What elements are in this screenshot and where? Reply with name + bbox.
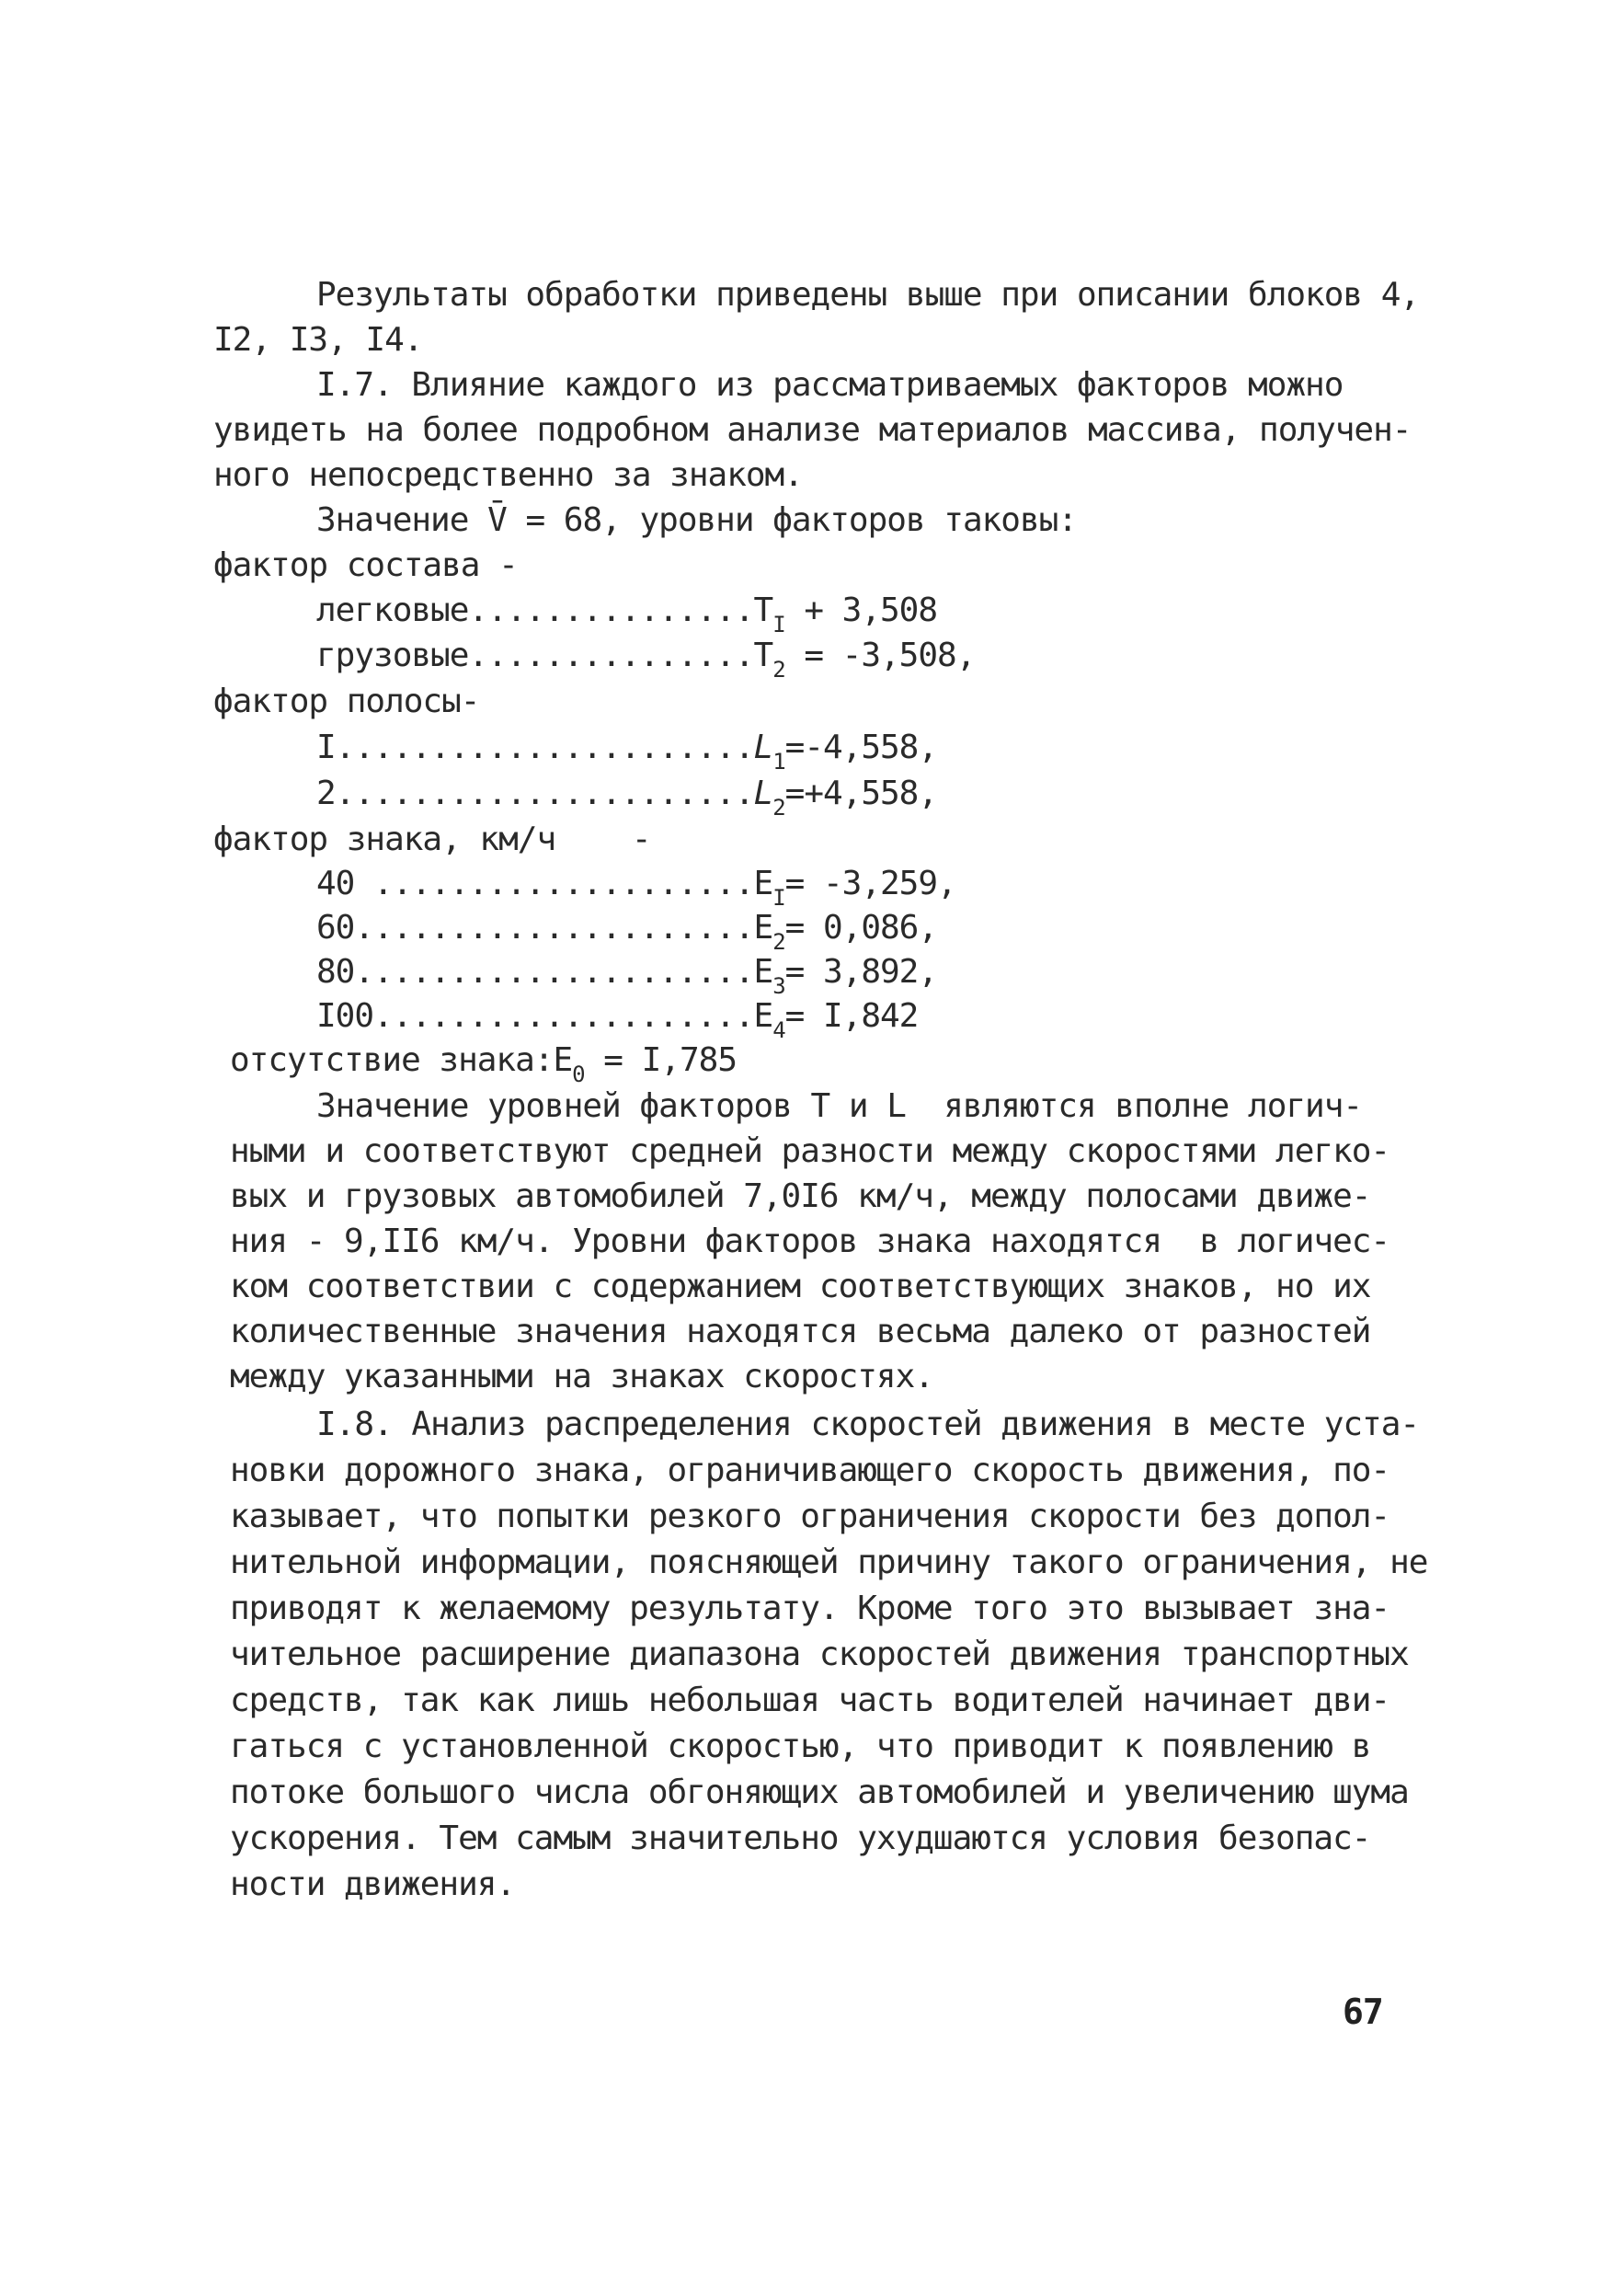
- section-heading: I.7. Влияние каждого из рассматриваемых факторов можно: [316, 366, 1344, 404]
- factor-row: $80.....................E_3= 3,892$,: [316, 953, 938, 999]
- paragraph-line: ными и соответствуют средней разности между скоростями легко-: [230, 1132, 1390, 1170]
- factor-row: $I00....................E_4= I,842$: [316, 997, 919, 1043]
- factor-row: $легковые...............T_I + 3,508$: [316, 591, 938, 637]
- factor-row: отсутствие $знака:E_0 = I,785$: [230, 1041, 737, 1087]
- paragraph-line: количественные значения находятся весьма далеко от разностей: [230, 1313, 1371, 1350]
- paragraph-line: ности движения.: [230, 1866, 516, 1903]
- factor-heading: фактор состава -: [213, 546, 518, 584]
- paragraph-line: ускорения. Тем самым значительно ухудшаются условия безопас-: [230, 1820, 1371, 1857]
- factor-row: $60.....................E_2= 0,086$,: [316, 909, 938, 955]
- mean-value-line: Значение V̄ = 68, уровни факторов таковы:: [316, 501, 1077, 539]
- mean-symbol: V̄: [487, 501, 507, 539]
- paragraph-line: чительное расширение диапазона скоростей движения транспортных: [230, 1636, 1409, 1673]
- factor-row: 40 $....................E_I= -3,259$,: [316, 865, 956, 911]
- paragraph-line: казывает, что попытки резкого ограничения скорости без допол-: [230, 1498, 1390, 1535]
- paragraph-line: вых и грузовых автомобилей 7,0I6 км/ч, между полосами движе-: [230, 1177, 1371, 1215]
- paragraph-line: ния - 9,II6 км/ч. Уровни факторов знака находятся в логичес-: [230, 1223, 1390, 1260]
- text-line: увидеть на более подробном анализе материалов массива, получен-: [213, 411, 1412, 449]
- paragraph-line: между указанными на знаках скоростях.: [230, 1358, 933, 1395]
- paragraph-line: нительной информации, поясняющей причину такого ограничения, не: [230, 1544, 1428, 1581]
- paragraph-line: приводят к желаемому результату. Кроме того это вызывает зна-: [230, 1590, 1390, 1627]
- factor-heading: фактор полосы-: [213, 683, 480, 720]
- factor-row: $грузовые...............T_2 = -3,508$,: [316, 637, 976, 683]
- factor-row: $2......................L_2=+4,558$,: [316, 775, 938, 821]
- section-heading: I.8. Анализ распределения скоростей движения в месте уста-: [316, 1406, 1420, 1443]
- factor-row: $I......................L_1=-4,558$,: [316, 729, 938, 775]
- paragraph-line: ком соответствии с содержанием соответствующих знаков, но их: [230, 1268, 1371, 1305]
- factor-heading: фактор знака, км/ч -: [213, 821, 651, 858]
- paragraph-line: потоке большого числа обгоняющих автомобилей и увеличению шума: [230, 1774, 1409, 1811]
- text-line: I2, I3, I4.: [213, 321, 423, 359]
- paragraph-line: гаться с установленной скоростью, что приводит к появлению в: [230, 1728, 1371, 1765]
- page-number: 67: [1343, 1992, 1383, 2032]
- paragraph-line: новки дорожного знака, ограничивающего скорость движения, по-: [230, 1452, 1390, 1489]
- paragraph-line: средств, так как лишь небольшая часть водителей начинает дви-: [230, 1682, 1390, 1719]
- text-line: ного непосредственно за знаком.: [213, 456, 803, 494]
- text-line: Результаты обработки приведены выше при описании блоков 4,: [316, 276, 1420, 314]
- paragraph-line: Значение уровней факторов T и L являются вполне логич-: [316, 1087, 1363, 1125]
